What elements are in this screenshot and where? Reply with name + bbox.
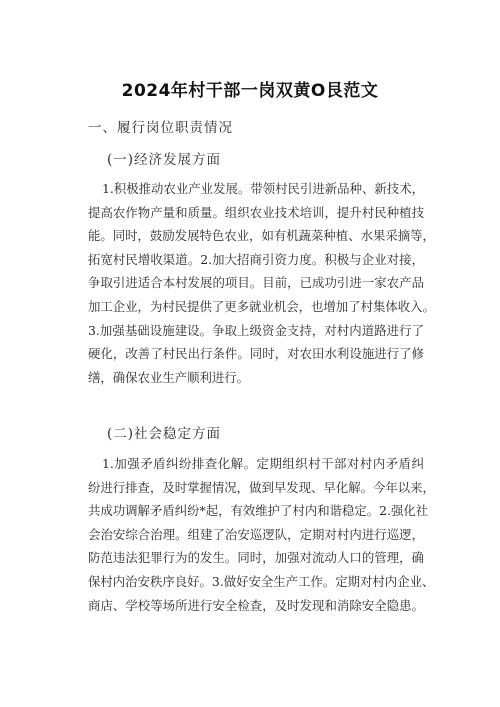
paragraph-line: 保村内治安秩序良好。3.做好安全生产工作。定期对村内企业、 — [88, 573, 435, 589]
paragraph-line: 提高农作物产量和质量。组织农业技术培训，提升村民种植技 — [88, 204, 424, 220]
paragraph-line: 1.加强矛盾纠纷排查化解。定期组织村干部对村内矛盾纠 — [102, 456, 424, 471]
section-heading-duties: 一、履行岗位职责情况 — [88, 120, 233, 136]
paragraph-line: 商店、学校等场所进行安全检查，及时发现和消除安全隐患。 — [88, 597, 424, 613]
subsection-heading-economy: (一)经济发展方面 — [107, 152, 222, 168]
paragraph-line: 缮，确保农业生产顺利进行。 — [88, 369, 250, 385]
paragraph-line: 争取引进适合本村发展的项目。目前，已成功引进一家农产品 — [88, 275, 424, 291]
paragraph-line: 纷进行排查，及时掌握情况，做到早发现、早化解。今年以来， — [88, 479, 435, 495]
paragraph-line: 共成功调解矛盾纠纷*起，有效维护了村内和谐稳定。2.强化社 — [88, 503, 429, 519]
paragraph-economy — [88, 177, 435, 389]
subsection-heading-stability: (二)社会稳定方面 — [107, 426, 222, 442]
paragraph-stability — [88, 452, 435, 617]
paragraph-line: 会治安综合治理。组建了治安巡逻队，定期对村内进行巡逻， — [88, 526, 424, 542]
paragraph-line: 加工企业，为村民提供了更多就业机会，也增加了村集体收入。 — [88, 298, 435, 314]
paragraph-line: 硬化，改善了村民出行条件。同时，对农田水利设施进行了修 — [88, 346, 424, 362]
paragraph-line: 3.加强基础设施建设。争取上级资金支持，对村内道路进行了 — [88, 322, 424, 338]
paragraph-line: 能。同时，鼓励发展特色农业，如有机蔬菜种植、水果采摘等， — [88, 228, 435, 244]
paragraph-line: 拓宽村民增收渠道。2.加大招商引资力度。积极与企业对接， — [88, 251, 424, 267]
paragraph-line: 防范违法犯罪行为的发生。同时，加强对流动人口的管理，确 — [88, 550, 424, 566]
paragraph-line: 1.积极推动农业产业发展。带领村民引进新品种、新技术， — [102, 181, 424, 196]
document-title: 2024年村干部一岗双黄O艮范文 — [121, 81, 379, 101]
